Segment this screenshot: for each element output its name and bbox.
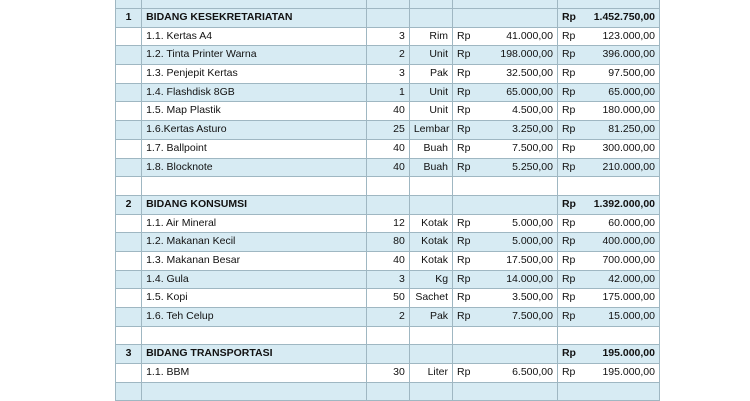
number-cell [115, 289, 142, 307]
item-name: 1.1. BBM [142, 364, 367, 382]
item-amount-value: 81.250,00 [608, 123, 655, 136]
currency-label: Rp [457, 253, 471, 266]
currency-label: Rp [457, 160, 471, 173]
currency-label: Rp [457, 104, 471, 117]
item-price-value: 32.500,00 [506, 67, 553, 80]
item-qty: 3 [367, 65, 410, 83]
empty-cell [453, 383, 558, 401]
currency-label: Rp [457, 67, 471, 80]
section-title: BIDANG KONSUMSI [142, 196, 367, 214]
item-amount-value: 195.000,00 [602, 366, 655, 379]
item-qty: 1 [367, 84, 410, 102]
item-qty: 50 [367, 289, 410, 307]
item-amount [558, 65, 660, 83]
item-price [453, 121, 558, 139]
qty-cell [367, 345, 410, 363]
empty-cell [115, 327, 142, 345]
currency-label: Rp [561, 310, 576, 322]
item-unit: Pak [410, 308, 453, 326]
item-unit: Unit [410, 46, 453, 64]
item-unit: Kotak [410, 215, 453, 233]
currency-label: Rp [561, 253, 576, 266]
table-row [115, 65, 660, 84]
number-cell [115, 46, 142, 64]
item-qty: 30 [367, 364, 410, 382]
item-qty: 80 [367, 233, 410, 251]
item-qty: 3 [367, 271, 410, 289]
currency-label: Rp [561, 347, 576, 360]
item-qty: 25 [367, 121, 410, 139]
currency-label: Rp [457, 85, 471, 98]
item-price [453, 46, 558, 64]
item-unit: Kotak [410, 252, 453, 270]
table-row [115, 84, 660, 103]
number-cell [115, 233, 142, 251]
item-unit: Buah [410, 140, 453, 158]
item-amount [558, 215, 660, 233]
item-qty: 40 [367, 140, 410, 158]
item-name: 1.4. Flashdisk 8GB [142, 84, 367, 102]
empty-cell [142, 177, 367, 195]
currency-label: Rp [561, 235, 576, 248]
currency-label: Rp [561, 366, 576, 379]
price-cell [453, 345, 558, 363]
empty-cell [558, 177, 660, 195]
item-unit: Unit [410, 84, 453, 102]
item-price-value: 5.000,00 [512, 216, 553, 229]
item-price [453, 65, 558, 83]
empty-cell [142, 327, 367, 345]
section-title: BIDANG KESEKRETARIATAN [142, 9, 367, 27]
currency-label: Rp [561, 11, 576, 23]
item-amount [558, 121, 660, 139]
empty-cell [115, 177, 142, 195]
table-top-stub [115, 0, 660, 9]
table-row [115, 364, 660, 383]
empty-cell [115, 383, 142, 401]
empty-cell [558, 383, 660, 401]
item-unit: Kotak [410, 233, 453, 251]
section-title: BIDANG TRANSPORTASI [142, 345, 367, 363]
item-price-value: 3.500,00 [512, 291, 553, 304]
unit-cell [410, 9, 453, 27]
item-amount-value: 60.000,00 [608, 216, 655, 229]
item-qty: 2 [367, 308, 410, 326]
table-row [115, 46, 660, 65]
currency-label: Rp [457, 310, 471, 322]
item-unit: Rim [410, 28, 453, 46]
item-qty: 40 [367, 159, 410, 177]
item-amount [558, 289, 660, 307]
currency-label: Rp [457, 48, 471, 61]
item-name: 1.7. Ballpoint [142, 140, 367, 158]
currency-label: Rp [457, 29, 471, 42]
item-amount-value: 123.000,00 [602, 29, 655, 42]
section-number: 1 [115, 9, 142, 27]
number-cell [115, 102, 142, 120]
item-price [453, 102, 558, 120]
item-amount-value: 42.000,00 [608, 272, 655, 285]
item-unit: Pak [410, 65, 453, 83]
empty-cell [410, 177, 453, 195]
currency-label: Rp [561, 272, 576, 285]
item-price-value: 3.250,00 [512, 123, 553, 136]
item-amount-value: 65.000,00 [608, 85, 655, 98]
item-price [453, 140, 558, 158]
item-unit: Sachet [410, 289, 453, 307]
item-name: 1.1. Air Mineral [142, 215, 367, 233]
item-price-value: 5.000,00 [512, 235, 553, 248]
item-name: 1.8. Blocknote [142, 159, 367, 177]
table-row [115, 28, 660, 47]
item-name: 1.3. Penjepit Kertas [142, 65, 367, 83]
currency-label: Rp [561, 104, 576, 117]
item-amount-value: 180.000,00 [602, 104, 655, 117]
currency-label: Rp [457, 272, 471, 285]
spacer-row [115, 383, 660, 401]
section-number: 3 [115, 345, 142, 363]
currency-label: Rp [457, 216, 471, 229]
table-row [115, 215, 660, 234]
currency-label: Rp [561, 160, 576, 173]
item-unit: Liter [410, 364, 453, 382]
item-price-value: 17.500,00 [506, 253, 553, 266]
qty-cell [367, 196, 410, 214]
unit-cell [410, 345, 453, 363]
item-price [453, 252, 558, 270]
item-unit: Lembar [410, 121, 453, 139]
spacer-row [115, 177, 660, 196]
unit-cell [410, 196, 453, 214]
item-price [453, 308, 558, 326]
table-row [115, 140, 660, 159]
item-price-value: 41.000,00 [506, 29, 553, 42]
empty-cell [367, 383, 410, 401]
spacer-row [115, 327, 660, 346]
table-body [115, 9, 660, 401]
item-price [453, 28, 558, 46]
section-number: 2 [115, 196, 142, 214]
item-price [453, 364, 558, 382]
empty-cell [410, 327, 453, 345]
item-name: 1.2. Makanan Kecil [142, 233, 367, 251]
currency-label: Rp [457, 235, 471, 248]
item-price-value: 14.000,00 [506, 272, 553, 285]
table-row [115, 308, 660, 327]
item-name: 1.1. Kertas A4 [142, 28, 367, 46]
currency-label: Rp [561, 85, 576, 98]
item-qty: 2 [367, 46, 410, 64]
item-amount [558, 159, 660, 177]
item-amount [558, 364, 660, 382]
table-row [115, 271, 660, 290]
table-row [115, 121, 660, 140]
item-price-value: 6.500,00 [512, 366, 553, 379]
price-cell [453, 196, 558, 214]
section-total-value: 195.000,00 [602, 347, 655, 360]
item-amount [558, 46, 660, 64]
item-name: 1.5. Map Plastik [142, 102, 367, 120]
empty-cell [367, 177, 410, 195]
item-unit: Unit [410, 102, 453, 120]
number-cell [115, 364, 142, 382]
currency-label: Rp [457, 291, 471, 304]
number-cell [115, 215, 142, 233]
number-cell [115, 252, 142, 270]
item-qty: 40 [367, 102, 410, 120]
budget-table [115, 0, 660, 401]
item-amount [558, 271, 660, 289]
number-cell [115, 121, 142, 139]
item-amount-value: 700.000,00 [602, 253, 655, 266]
currency-label: Rp [561, 29, 576, 42]
item-name: 1.3. Makanan Besar [142, 252, 367, 270]
currency-label: Rp [561, 291, 576, 304]
number-cell [115, 84, 142, 102]
table-row [115, 289, 660, 308]
item-qty: 12 [367, 215, 410, 233]
currency-label: Rp [561, 216, 576, 229]
empty-cell [410, 383, 453, 401]
empty-cell [142, 383, 367, 401]
item-qty: 40 [367, 252, 410, 270]
price-cell [453, 9, 558, 27]
item-price-value: 65.000,00 [506, 85, 553, 98]
item-price-value: 198.000,00 [500, 48, 553, 61]
item-price-value: 7.500,00 [512, 310, 553, 322]
item-unit: Buah [410, 159, 453, 177]
number-cell [115, 65, 142, 83]
item-amount-value: 175.000,00 [602, 291, 655, 304]
item-price-value: 7.500,00 [512, 141, 553, 154]
section-header-row [115, 196, 660, 215]
qty-cell [367, 9, 410, 27]
section-total [558, 196, 660, 214]
item-price [453, 84, 558, 102]
item-amount [558, 84, 660, 102]
section-header-row [115, 345, 660, 364]
item-price [453, 289, 558, 307]
item-price [453, 233, 558, 251]
currency-label: Rp [561, 123, 576, 136]
item-name: 1.6. Teh Celup [142, 308, 367, 326]
item-unit: Kg [410, 271, 453, 289]
currency-label: Rp [561, 67, 576, 80]
item-amount [558, 308, 660, 326]
section-total [558, 9, 660, 27]
table-row [115, 252, 660, 271]
empty-cell [367, 327, 410, 345]
number-cell [115, 159, 142, 177]
item-name: 1.6.Kertas Asturo [142, 121, 367, 139]
table-row [115, 233, 660, 252]
empty-cell [453, 327, 558, 345]
section-total-value: 1.452.750,00 [593, 11, 655, 23]
item-price-value: 5.250,00 [512, 160, 553, 173]
currency-label: Rp [457, 123, 471, 136]
item-qty: 3 [367, 28, 410, 46]
number-cell [115, 28, 142, 46]
item-price [453, 159, 558, 177]
item-amount-value: 210.000,00 [602, 160, 655, 173]
currency-label: Rp [561, 141, 576, 154]
item-amount-value: 15.000,00 [608, 310, 655, 322]
item-amount [558, 140, 660, 158]
item-name: 1.4. Gula [142, 271, 367, 289]
empty-cell [558, 327, 660, 345]
number-cell [115, 140, 142, 158]
currency-label: Rp [457, 141, 471, 154]
item-amount [558, 28, 660, 46]
table-row [115, 102, 660, 121]
number-cell [115, 271, 142, 289]
item-amount [558, 252, 660, 270]
item-amount-value: 396.000,00 [602, 48, 655, 61]
item-amount-value: 97.500,00 [608, 67, 655, 80]
section-total [558, 345, 660, 363]
section-header-row [115, 9, 660, 28]
item-amount-value: 400.000,00 [602, 235, 655, 248]
item-price [453, 271, 558, 289]
item-amount-value: 300.000,00 [602, 141, 655, 154]
number-cell [115, 308, 142, 326]
item-name: 1.2. Tinta Printer Warna [142, 46, 367, 64]
item-price [453, 215, 558, 233]
currency-label: Rp [457, 366, 471, 379]
currency-label: Rp [561, 48, 576, 61]
empty-cell [453, 177, 558, 195]
item-price-value: 4.500,00 [512, 104, 553, 117]
section-total-value: 1.392.000,00 [593, 197, 655, 210]
currency-label: Rp [561, 197, 576, 210]
item-amount [558, 233, 660, 251]
table-row [115, 159, 660, 178]
item-name: 1.5. Kopi [142, 289, 367, 307]
item-amount [558, 102, 660, 120]
